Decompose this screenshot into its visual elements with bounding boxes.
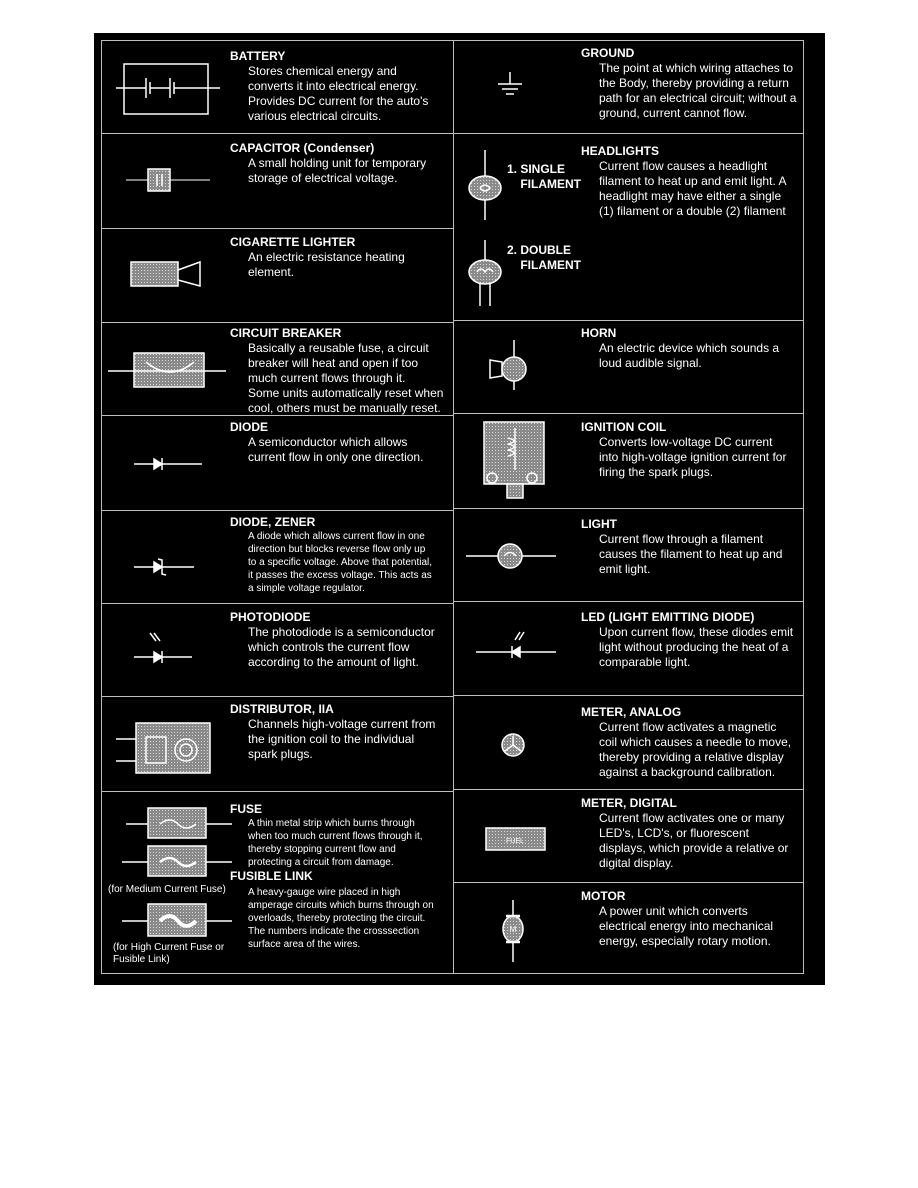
fusible-link-title: FUSIBLE LINK	[230, 869, 313, 883]
entry-description: Stores chemical energy and converts it into electrical energy. Provides DC current for the auto's various electrical circuits.	[248, 64, 429, 123]
entry-title: MOTOR	[581, 889, 626, 903]
entry-title: PHOTODIODE	[230, 610, 311, 624]
entry-description: A thin metal strip which burns through when too much current flows through it, thereby stopping current flow and protecting a circuit from damage.	[248, 818, 423, 868]
entry-title: LIGHT	[581, 517, 617, 531]
entry-description: The photodiode is a semiconductor which controls the current flow according to the amount of light.	[248, 625, 435, 669]
entry-title: HORN	[581, 326, 617, 340]
single-filament-label: 1. SINGLE FILAMENT	[507, 162, 581, 191]
entry-title: DISTRIBUTOR, IIA	[230, 702, 334, 716]
entry-title: HEADLIGHTS	[581, 144, 659, 158]
entry-description: Current flow through a filament causes the filament to heat up and emit light.	[599, 532, 783, 576]
entry-title: LED (LIGHT EMITTING DIODE)	[581, 610, 755, 624]
entry-title: IGNITION COIL	[581, 420, 667, 434]
entry-title: CIGARETTE LIGHTER	[230, 235, 356, 249]
battery-icon	[116, 64, 220, 114]
entry-description: A semiconductor which allows current flow in only one direction.	[248, 435, 424, 464]
entry-description: Converts low-voltage DC current into high-voltage ignition current for firing the spark plugs.	[599, 435, 787, 479]
high-fuse-caption: (for High Current Fuse or Fusible Link)	[113, 942, 225, 965]
medium-fuse-caption: (for Medium Current Fuse)	[108, 884, 226, 895]
entry-title: CIRCUIT BREAKER	[230, 326, 342, 340]
led-icon	[476, 632, 556, 658]
capacitor-icon	[126, 169, 210, 191]
ignition-coil-icon	[484, 422, 544, 498]
entry-title: METER, ANALOG	[581, 705, 682, 719]
entry-description: A diode which allows current flow in one direction but blocks reverse flow only up to a specific voltage. Above that potential, it passes the excess voltage. This acts as a simple voltage regulator.	[248, 531, 433, 594]
light-icon	[466, 544, 556, 568]
entry-description: A power unit which converts electrical energy into mechanical energy, especially rotary motion.	[599, 904, 774, 948]
entry-description: Basically a reusable fuse, a circuit breaker will heat and open if too much current flows through it. Some units automatically reset when cool, others must be manually reset.	[248, 341, 444, 415]
entry-title: METER, DIGITAL	[581, 796, 677, 810]
zener-diode-icon	[134, 559, 194, 575]
entry-description: Channels high-voltage current from the ignition coil to the individual spark plugs.	[248, 717, 436, 761]
circuit-breaker-icon	[108, 353, 226, 387]
entry-title: DIODE, ZENER	[230, 515, 316, 529]
entry-title: GROUND	[581, 46, 635, 60]
fuse-icon	[122, 808, 232, 936]
ground-icon	[498, 72, 522, 94]
entry-description: A small holding unit for temporary storage of electrical voltage.	[248, 156, 427, 185]
headlight-icon	[469, 150, 501, 306]
entry-description: Current flow activates a magnetic coil which causes a needle to move, thereby providing a relative display against a background calibration.	[599, 720, 792, 779]
entry-title: CAPACITOR (Condenser)	[230, 141, 375, 155]
entry-description: An electric resistance heating element.	[248, 250, 405, 279]
entry-description: The point at which wiring attaches to the Body, thereby providing a return path for an electrical circuit; without a ground, current cannot flow.	[599, 61, 797, 120]
analog-meter-icon	[502, 734, 524, 756]
diode-icon	[134, 458, 202, 470]
fusible-link-description: A heavy-gauge wire placed in high amperage circuits which burns through on overloads, thereby protecting the circuit. The numbers indicate the crosssection surface area of the wires.	[248, 887, 434, 950]
digital-meter-display-text: FUEL	[506, 838, 524, 845]
horn-icon	[490, 340, 526, 390]
distributor-icon	[116, 723, 210, 773]
photodiode-icon	[134, 633, 192, 663]
double-filament-label: 2. DOUBLE FILAMENT	[507, 243, 581, 272]
entry-title: BATTERY	[230, 49, 286, 63]
cigarette-lighter-icon	[131, 262, 200, 286]
entry-description: Current flow activates one or many LED's, LCD's, or fluorescent displays, which provide a relative or digital display.	[599, 811, 789, 870]
entry-title: FUSE	[230, 802, 263, 816]
entry-title: DIODE	[230, 420, 269, 434]
entry-description: Current flow causes a headlight filament to heat up and emit light. A headlight may have either a single (1) filament or a double (2) filament	[599, 159, 787, 218]
entry-description: Upon current flow, these diodes emit light without producing the heat of a comparable light.	[599, 625, 794, 669]
entry-description: An electric device which sounds a loud audible signal.	[599, 341, 780, 370]
motor-label: M	[509, 925, 517, 934]
